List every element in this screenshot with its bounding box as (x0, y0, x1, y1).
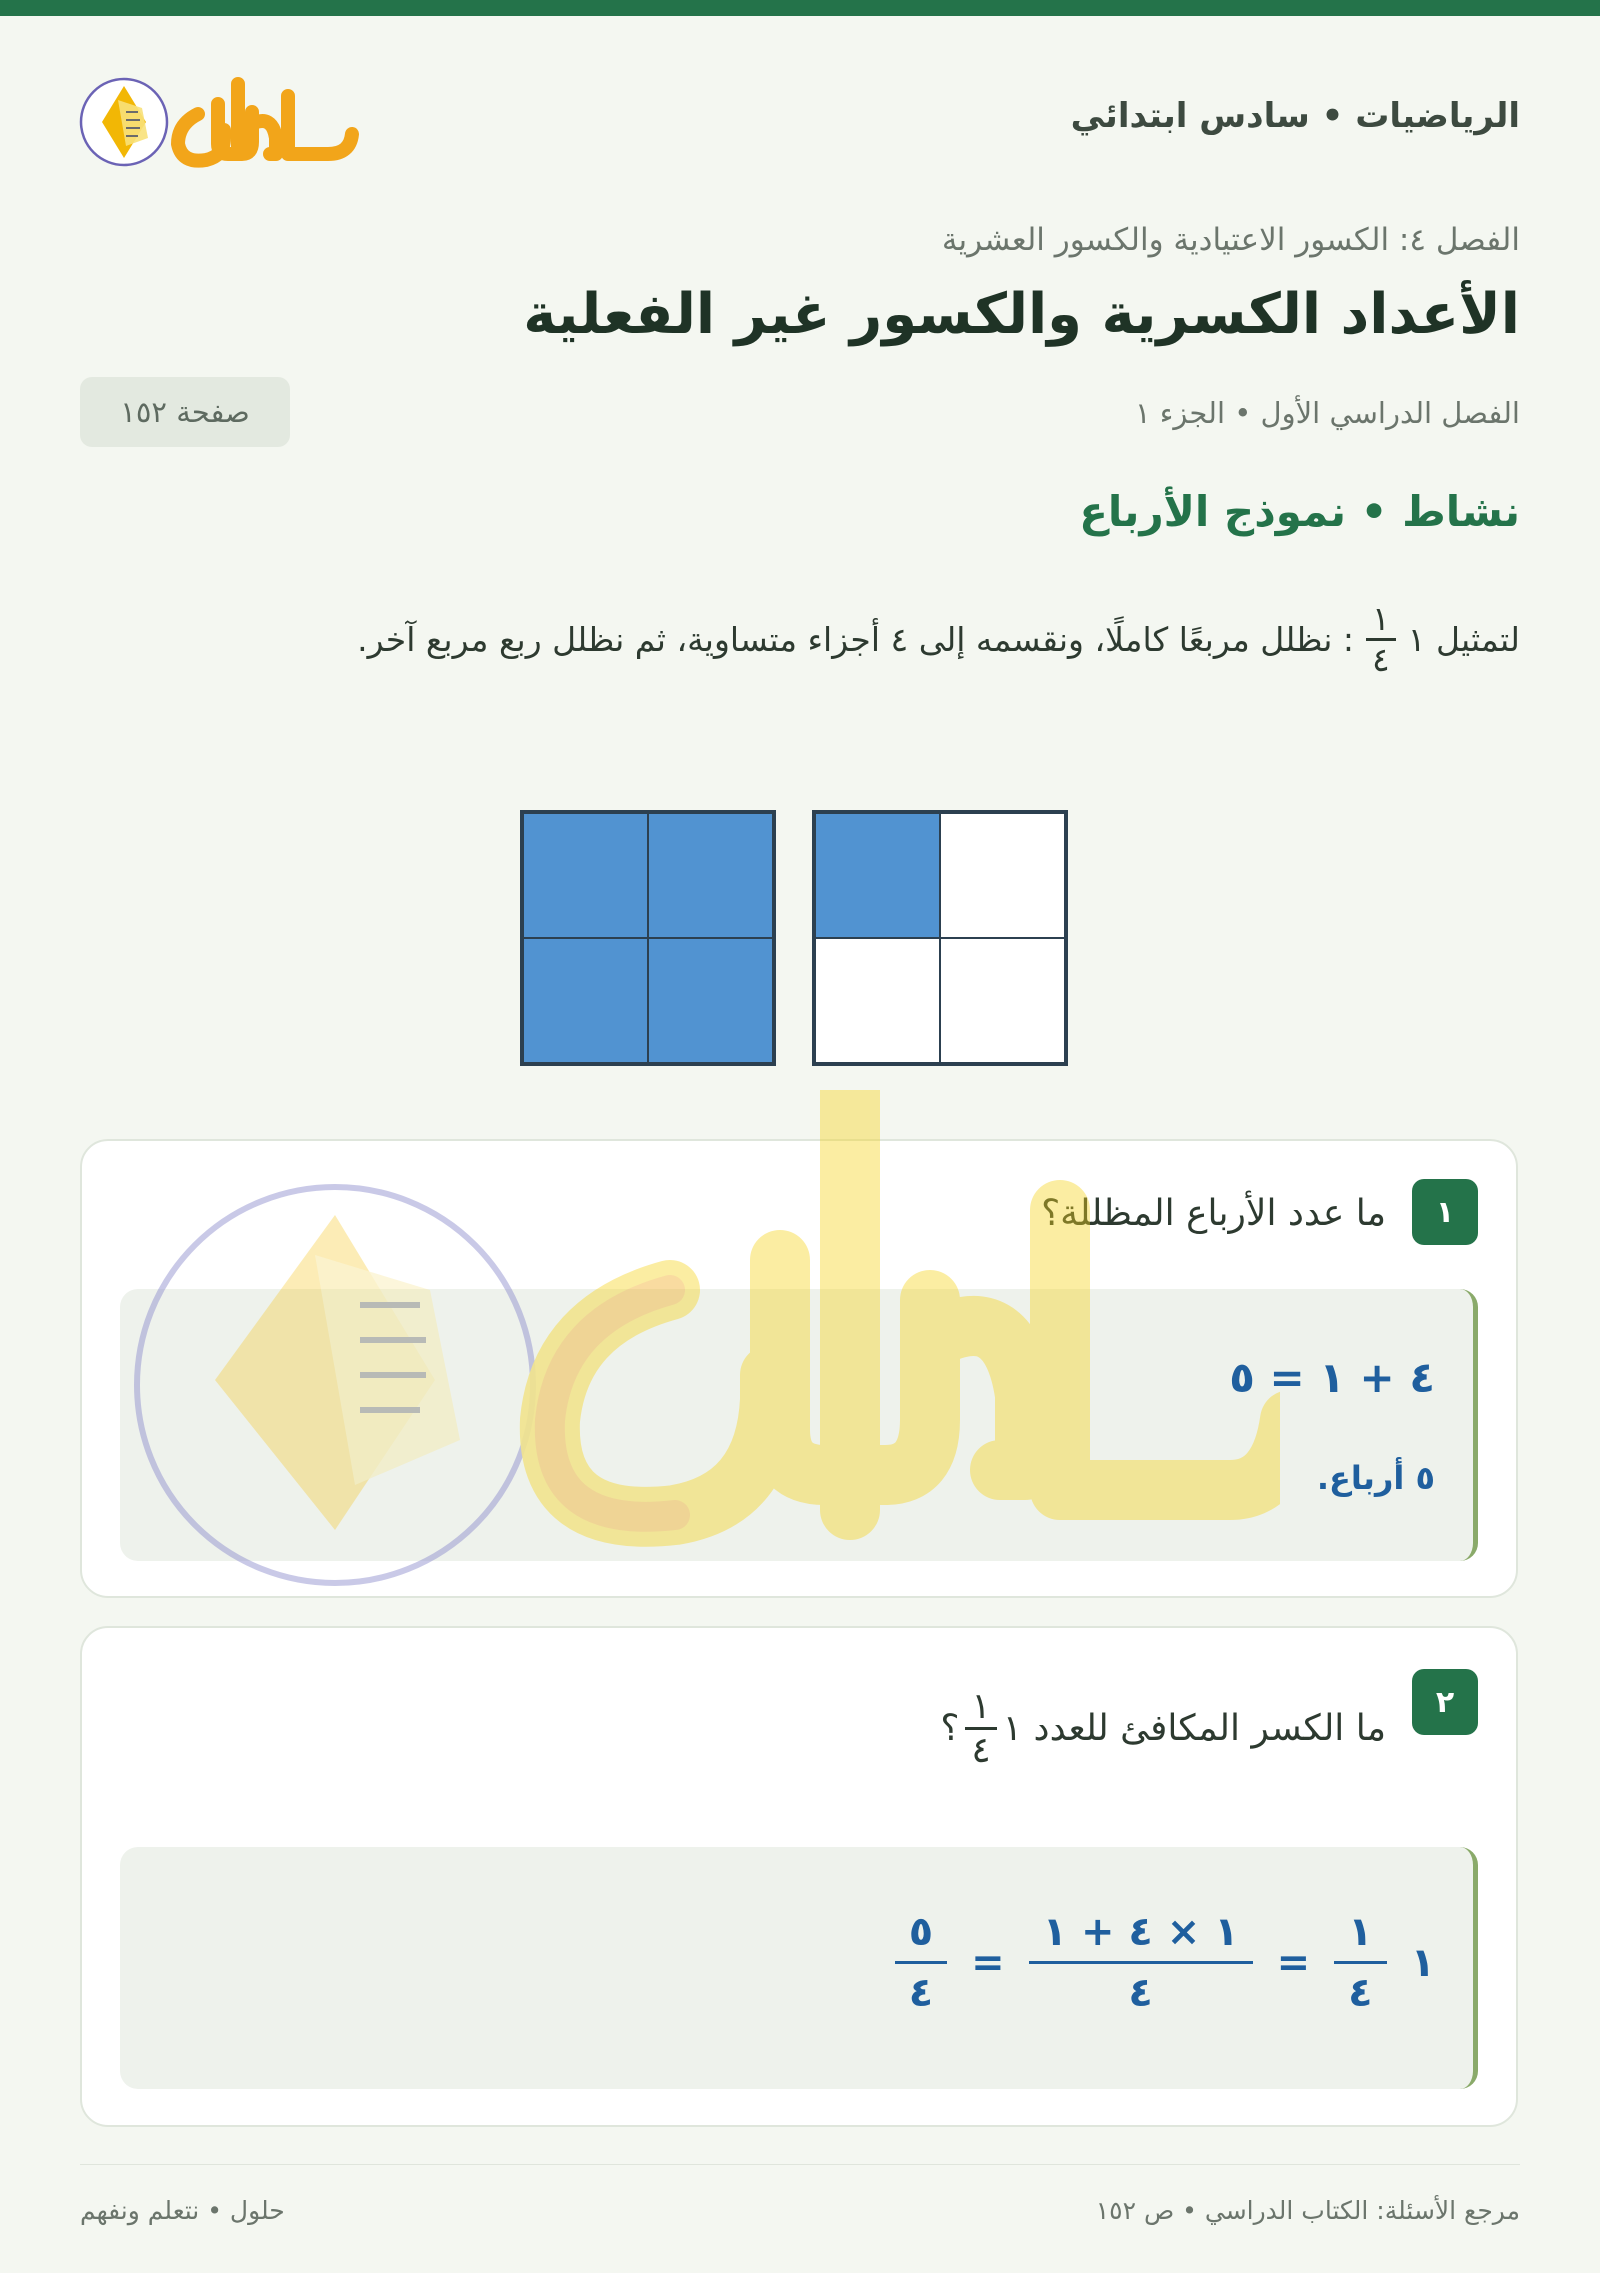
model-cell (648, 813, 773, 938)
answer-fraction-3 (895, 1909, 947, 2016)
fraction-denominator: ٤ (908, 1970, 934, 2016)
equals-sign: = (971, 1939, 1005, 1986)
brand-logo[interactable] (78, 64, 368, 174)
footer-reference: مرجع الأسئلة: الكتاب الدراسي • ص ١٥٢ (1095, 2196, 1520, 2225)
intro-prefix: لتمثيل ١ (1407, 619, 1520, 659)
chapter-label: الفصل ٤: الكسور الاعتيادية والكسور العشرية (941, 222, 1520, 258)
page-title: الأعداد الكسرية والكسور غير الفعلية (523, 282, 1520, 347)
footer-brand: حلول • نتعلم ونفهم (80, 2196, 285, 2225)
fraction-model (520, 810, 1068, 1066)
question-number-badge: ٢ (1412, 1669, 1478, 1735)
fraction-numerator: ١ × ٤ + ١ (1029, 1909, 1253, 1964)
model-cell (940, 813, 1065, 938)
question-fraction-denominator: ٤ (971, 1730, 991, 1772)
intro-fraction-denominator: ٤ (1372, 639, 1390, 679)
model-cell (648, 938, 773, 1063)
model-cell (940, 938, 1065, 1063)
question-fraction-numerator: ١ (965, 1686, 996, 1730)
question-fraction (965, 1686, 996, 1772)
question-text-suffix: ؟ (940, 1708, 960, 1750)
intro-fraction-numerator: ١ (1366, 600, 1396, 641)
fraction-denominator: ٤ (1128, 1970, 1153, 2016)
answer-calculation (889, 1909, 1435, 2016)
answer-equation: ٤ + ١ = ٥ (1229, 1353, 1435, 1402)
question-number-badge: ١ (1412, 1179, 1478, 1245)
question-card-2 (80, 1626, 1518, 2127)
question-card-1 (80, 1139, 1518, 1598)
full-square-model (520, 810, 776, 1066)
model-cell (523, 813, 648, 938)
activity-heading: نشاط • نموذج الأرباع (1079, 487, 1520, 536)
answer-whole: ١ (1410, 1939, 1435, 1986)
answer-fraction-1 (1334, 1909, 1386, 2016)
answer-fraction-2 (1029, 1909, 1253, 2016)
answer-box (120, 1847, 1478, 2089)
model-cell (523, 938, 648, 1063)
page-number-badge: صفحة ١٥٢ (80, 377, 290, 447)
subject-label: الرياضيات • سادس ابتدائي (1070, 96, 1520, 136)
fraction-numerator: ١ (1334, 1909, 1386, 1964)
logo-icon (78, 64, 368, 174)
question-text: ما عدد الأرباع المظللة؟ (1041, 1193, 1386, 1234)
answer-statement: ٥ أرباع. (1316, 1459, 1435, 1497)
intro-fraction (1366, 600, 1396, 679)
model-cell (815, 813, 940, 938)
answer-box (120, 1289, 1478, 1561)
footer-divider (80, 2164, 1520, 2165)
activity-intro (357, 600, 1520, 679)
fraction-denominator: ٤ (1348, 1970, 1373, 2016)
question-text (940, 1686, 1386, 1772)
term-label: الفصل الدراسي الأول • الجزء ١ (1134, 396, 1520, 430)
intro-suffix: : نظلل مربعًا كاملًا، ونقسمه إلى ٤ أجزاء متساوية، ثم نظلل ربع مربع آخر. (357, 619, 1355, 659)
fraction-numerator: ٥ (895, 1909, 947, 1964)
model-cell (815, 938, 940, 1063)
top-accent-bar (0, 0, 1600, 16)
quarter-square-model (812, 810, 1068, 1066)
equals-sign: = (1276, 1939, 1311, 1986)
question-text-prefix: ما الكسر المكافئ للعدد ١ (1002, 1708, 1386, 1750)
